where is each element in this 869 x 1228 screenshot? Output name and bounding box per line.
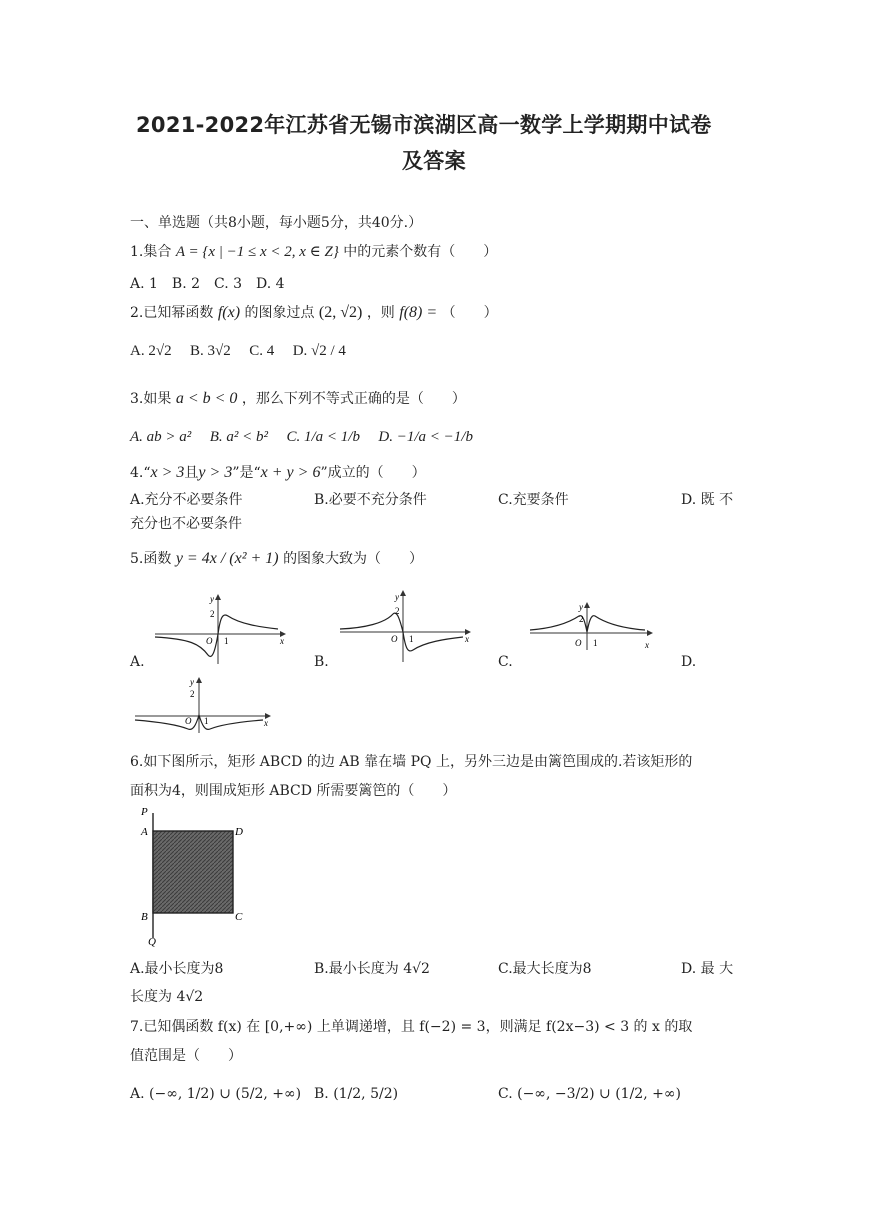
question-6-line1: 6.如下图所示，矩形 ABCD 的边 AB 靠在墙 PQ 上，另外三边是由篱笆围成的.若该矩形的: [130, 754, 693, 770]
label-p: P: [141, 806, 148, 818]
label-a: A: [141, 826, 148, 838]
q5-label-c: C.: [498, 654, 513, 670]
q7-option-a: A. (−∞, 1/2) ∪ (5/2, +∞): [130, 1086, 302, 1102]
q1-options: A. 1 B. 2 C. 3 D. 4: [130, 276, 285, 292]
tick-label: 1: [409, 634, 414, 644]
axis-y-label: y: [190, 677, 194, 687]
graph-option-c: [525, 600, 660, 655]
tick-label: 2: [579, 614, 584, 624]
tick-label: 1: [593, 638, 598, 648]
rectangle-wall-figure: [138, 803, 248, 951]
tick-label: 2: [210, 609, 215, 619]
origin-label: O: [185, 716, 192, 726]
question-5: 5.函数 y = 4x / (x² + 1) 的图象大致为（ ）: [130, 550, 424, 567]
origin-label: O: [206, 636, 213, 646]
q4-option-c: C.充要条件: [498, 492, 569, 508]
question-7-line2: 值范围是（ ）: [130, 1048, 242, 1064]
q6-option-b: B.最小长度为 4√2: [314, 961, 430, 977]
q5-label-d: D.: [681, 654, 697, 670]
label-d: D: [235, 826, 243, 838]
axis-x-label: x: [645, 640, 649, 650]
q7-option-c: C. (−∞, −3/2) ∪ (1/2, +∞): [498, 1086, 681, 1102]
axis-x-label: x: [280, 636, 284, 646]
origin-label: O: [391, 634, 398, 644]
axis-y-label: y: [210, 594, 214, 604]
q6-option-d-wrap: 长度为 4√2: [130, 989, 204, 1005]
tick-label: 2: [395, 606, 400, 616]
graph-option-a: [150, 592, 290, 667]
q7-option-b: B. (1/2, 5/2): [314, 1086, 399, 1102]
q4-option-d: D. 既 不: [681, 492, 734, 508]
q4-option-b: B.必要不充分条件: [314, 492, 427, 508]
question-6-line2: 面积为4，则围成矩形 ABCD 所需要篱笆的（ ）: [130, 783, 457, 799]
question-4: 4.“x > 3且y > 3”是“x + y > 6”成立的（ ）: [130, 464, 426, 481]
q6-option-c: C.最大长度为8: [498, 961, 592, 977]
origin-label: O: [575, 638, 582, 648]
axis-x-label: x: [465, 634, 469, 644]
label-b: B: [141, 911, 148, 923]
q4-option-a: A.充分不必要条件: [130, 492, 243, 508]
tick-label: 1: [204, 716, 209, 726]
q2-options: A. 2√2 B. 3√2 C. 4 D. √2 / 4: [130, 343, 346, 359]
q5-function: y = 4x / (x² + 1): [175, 550, 279, 567]
graph-option-b: [335, 590, 475, 665]
question-3: 3.如果 a < b < 0 ，那么下列不等式正确的是（ ）: [130, 390, 466, 407]
graph-option-d: [130, 675, 275, 735]
doc-title-line2: 及答案: [402, 149, 466, 173]
question-7-line1: 7.已知偶函数 f(x) 在 [0,+∞) 上单调递增，且 f(−2) = 3，则满足 f(2x−3) < 3 的 x 的取: [130, 1019, 693, 1035]
section-header: 一、单选题（共8小题，每小题5分，共40分.）: [130, 215, 423, 231]
question-2: 2.已知幂函数 f(x) 的图象过点 (2, √2) ，则 f(8) = （ ）: [130, 304, 498, 321]
tick-label: 2: [190, 689, 195, 699]
axis-y-label: y: [395, 592, 399, 602]
question-1: 1.集合 A = {x | −1 ≤ x < 2, x ∈ Z} 中的元素个数有（ ）: [130, 244, 498, 260]
tick-label: 1: [224, 636, 229, 646]
q4-option-d-wrap: 充分也不必要条件: [130, 516, 242, 532]
q6-option-d: D. 最 大: [681, 961, 734, 977]
axis-x-label: x: [264, 718, 268, 728]
doc-title: 2021-2022年江苏省无锡市滨湖区高一数学上学期期中试卷: [136, 113, 712, 137]
q6-option-a: A.最小长度为8: [130, 961, 224, 977]
q1-set-expression: A = {x | −1 ≤ x < 2, x ∈ Z}: [175, 244, 339, 260]
q5-label-b: B.: [314, 654, 329, 670]
axis-y-label: y: [579, 602, 583, 612]
q5-label-a: A.: [130, 654, 145, 670]
label-q: Q: [148, 936, 156, 948]
label-c: C: [235, 911, 243, 923]
q3-options: A. ab > a² B. a² < b² C. 1/a < 1/b D. −1/a < −1/b: [130, 429, 473, 445]
